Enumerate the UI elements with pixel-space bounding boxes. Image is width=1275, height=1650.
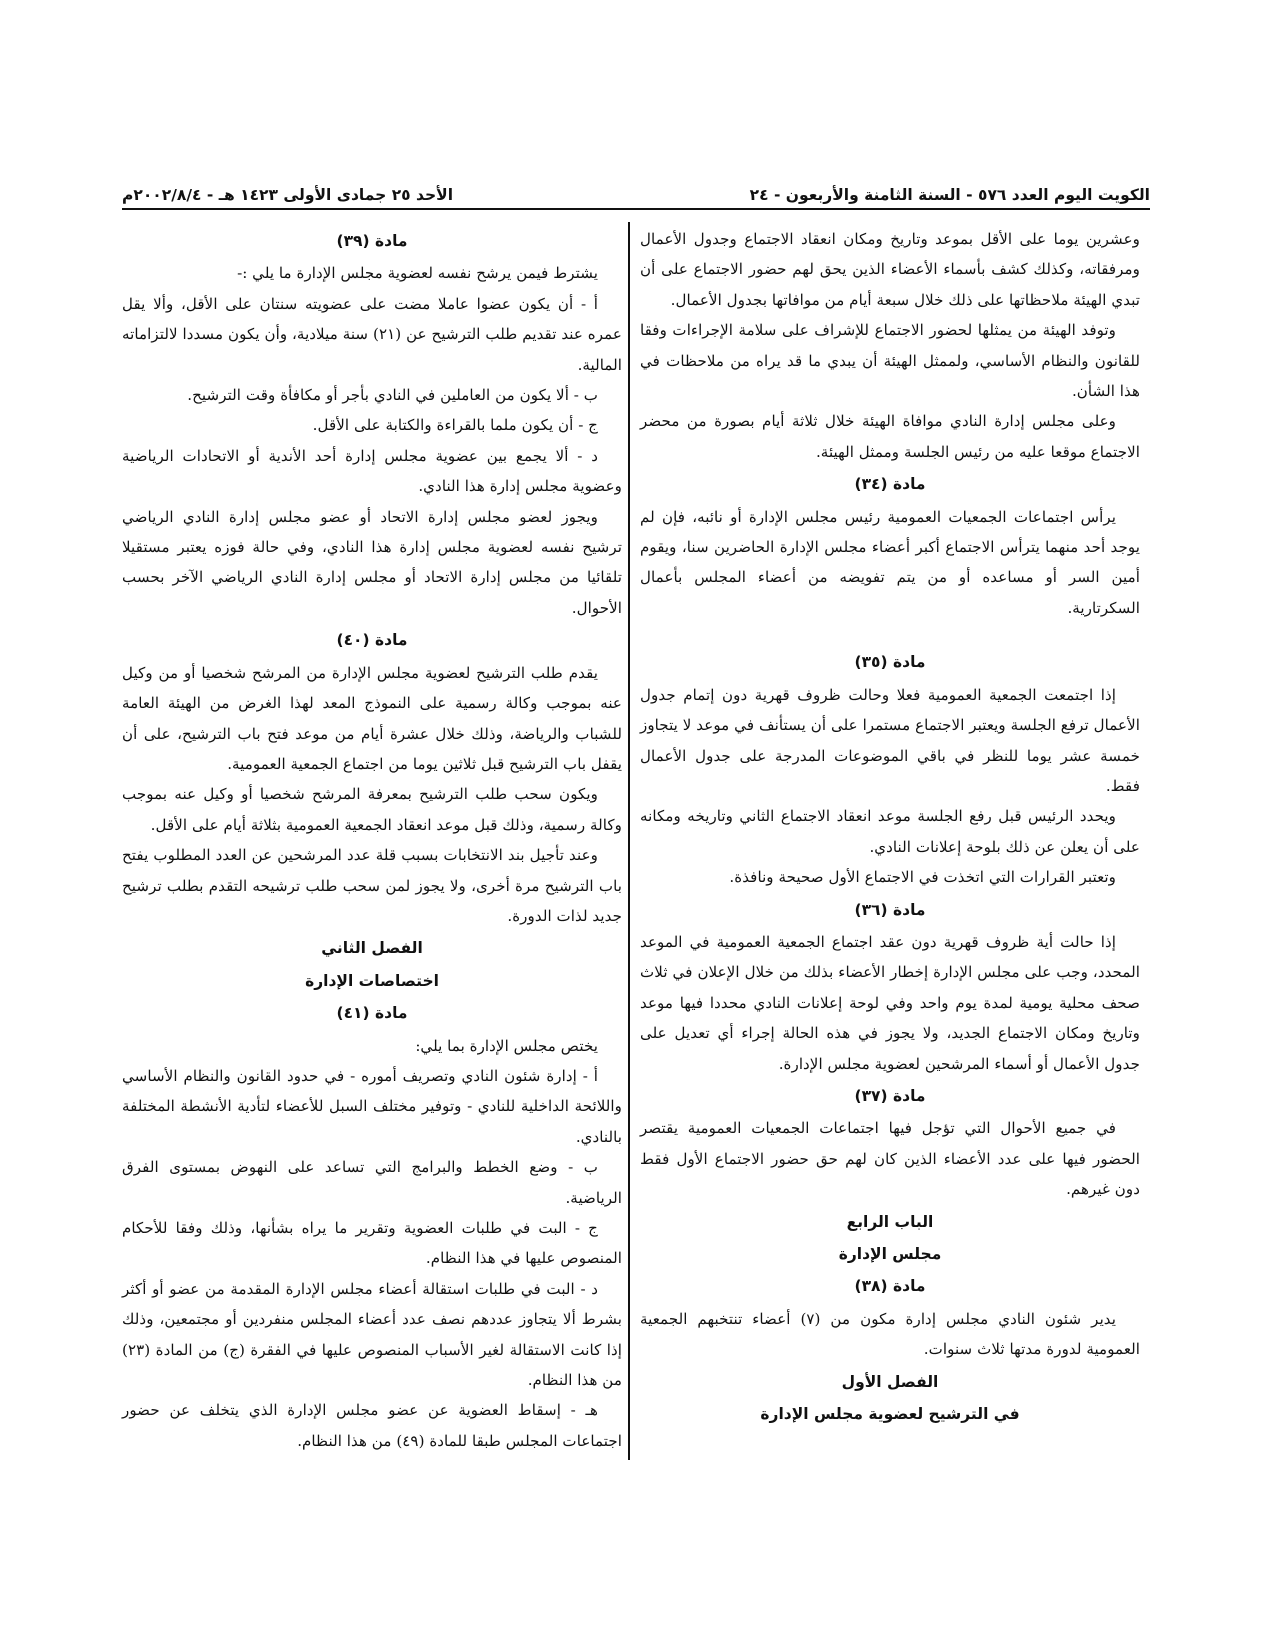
- paragraph: يرأس اجتماعات الجمعيات العمومية رئيس مجلس الإدارة أو نائبه، فإن لم يوجد أحد منهما يترأس الاجتماع أكبر أعضاء مجلس الإدارة الحاضرين سنا، ويقوم أمين السر أو مساعده أو من يتم تفويضه من أعضاء المجلس بأعمال السكرتارية.: [640, 507, 1140, 617]
- paragraph: يشترط فيمن يرشح نفسه لعضوية مجلس الإدارة ما يلي :-: [237, 264, 598, 283]
- section-title: اختصاصات الإدارة: [305, 971, 439, 990]
- article-heading-34: مادة (٣٤): [854, 475, 926, 494]
- page-header: [122, 176, 1150, 210]
- list-item: د - ألا يجمع بين عضوية مجلس إدارة أحد الأندية أو الاتحادات الرياضية وعضوية مجلس إدارة هذا النادي.: [122, 446, 622, 496]
- chapter-title: مجلس الإدارة: [838, 1245, 942, 1263]
- list-item: ج - البت في طلبات العضوية وتقرير ما يراه بشأنها، وذلك وفقا للأحكام المنصوص عليها في هذا النظام.: [122, 1219, 622, 1268]
- article-heading-41: مادة (٤١): [336, 1004, 408, 1023]
- paragraph: إذا حالت أية ظروف قهرية دون عقد اجتماع الجمعية العمومية في الموعد المحدد، وجب على مجلس الإدارة إخطار الأعضاء بذلك من خلال الإعلان في ثلاث صحف محلية يومية لمدة يوم واحد وفي لوحة إعلانات النادي محددا فيها موعد وتاريخ ومكان الاجتماع الجديد، ولا يجوز في هذه الحالة إجراء أي تعديل على جدول الأعمال أو أسماء المرشحين لعضوية مجلس الإدارة.: [640, 932, 1140, 1073]
- article-heading-36: مادة (٣٦): [854, 900, 926, 919]
- paragraph: وعشرين يوما على الأقل بموعد وتاريخ ومكان انعقاد الاجتماع وجدول الأعمال ومرفقاته، وكذلك كشف بأسماء الأعضاء الذين يحق لهم حضور الاجتماع على أن تبدي الهيئة ملاحظاتها على ذلك خلال سبعة أيام من موافاتها بجدول الأعمال.: [640, 230, 1140, 309]
- paragraph: وتوفد الهيئة من يمثلها لحضور الاجتماع للإشراف على سلامة الإجراءات وفقا للقانون والنظام الأساسي، ولممثل الهيئة أن يبدي ما قد يراه من ملاحظات في هذا الشأن.: [640, 321, 1140, 401]
- section-heading: الفصل الثاني: [321, 939, 423, 958]
- paragraph: إذا اجتمعت الجمعية العمومية فعلا وحالت ظروف قهرية دون إتمام جدول الأعمال ترفع الجلسة ويعتبر الاجتماع مستمرا على أن يستأنف في موعد لا يتجاوز خمسة عشر يوما للنظر في باقي الموضوعات المدرجة على جدول الأعمال فقط.: [640, 685, 1140, 795]
- list-item: هـ - إسقاط العضوية عن عضو مجلس الإدارة الذي يتخلف عن حضور اجتماعات المجلس طبقا للمادة (٤٩) من هذا النظام.: [122, 1401, 622, 1450]
- paragraph: ويحدد الرئيس قبل رفع الجلسة موعد انعقاد الاجتماع الثاني وتاريخه ومكانه على أن يعلن عن ذلك بلوحة إعلانات النادي.: [640, 807, 1140, 856]
- article-heading-35: مادة (٣٥): [854, 653, 926, 672]
- paragraph: ويجوز لعضو مجلس إدارة الاتحاد أو عضو مجلس إدارة النادي الرياضي ترشيح نفسه لعضوية مجلس إدارة هذا النادي، وفي حالة فوزه يعتبر مستقيلا تلقائيا من مجلس إدارة الاتحاد أو مجلس إدارة النادي الرياضي الآخر بحسب الأحوال.: [122, 507, 622, 617]
- list-item: ج - أن يكون ملما بالقراءة والكتابة على الأقل.: [312, 416, 598, 435]
- left-column: [122, 224, 622, 1456]
- right-column: [640, 224, 1140, 1431]
- paragraph: وعند تأجيل بند الانتخابات بسبب قلة عدد المرشحين عن العدد المطلوب يفتح باب الترشيح مرة أخرى، ولا يجوز لمن سحب طلب ترشيحه التقدم بطلب ترشيح جديد لذات الدورة.: [122, 846, 622, 925]
- paragraph: وتعتبر القرارات التي اتخذت في الاجتماع الأول صحيحة ونافذة.: [729, 868, 1116, 887]
- list-item: ب - وضع الخطط والبرامج التي تساعد على النهوض بمستوى الفرق الرياضية.: [122, 1158, 622, 1207]
- spacer: [640, 623, 1140, 645]
- list-item: د - البت في طلبات استقالة أعضاء مجلس الإدارة المقدمة من عضو أو أكثر بشرط ألا يتجاوز عددهم نصف عدد أعضاء المجلس منفردين أو مجتمعين، وذلك إذا كانت الاستقالة لغير الأسباب المنصوص عليها في الفقرة (ج) من المادة (٢٣) من هذا النظام.: [122, 1279, 622, 1390]
- section-title: في الترشيح لعضوية مجلس الإدارة: [760, 1405, 1020, 1424]
- paragraph: ويكون سحب طلب الترشيح بمعرفة المرشح شخصيا أو وكيل عنه بموجب وكالة رسمية، وذلك قبل موعد انعقاد الجمعية العمومية بثلاثة أيام على الأقل.: [122, 785, 622, 834]
- header-issue: الكويت اليوم العدد ٥٧٦ - السنة الثامنة والأربعون - ٢٤: [749, 186, 1150, 204]
- list-item: أ - أن يكون عضوا عاملا مضت على عضويته سنتان على الأقل، وألا يقل عمره عند تقديم طلب الترشيح عن (٢١) سنة ميلادية، وأن يكون مسددا لالتزاماته المالية.: [122, 294, 622, 374]
- paragraph: يدير شئون النادي مجلس إدارة مكون من (٧) أعضاء تنتخبهم الجمعية العمومية لدورة مدتها ثلاث سنوات.: [640, 1309, 1140, 1359]
- paragraph: يختص مجلس الإدارة بما يلي:: [415, 1036, 598, 1055]
- header-date: الأحد ٢٥ جمادى الأولى ١٤٢٣ هـ - ٢٠٠٢/٨/٤م: [122, 186, 454, 204]
- paragraph: في جميع الأحوال التي تؤجل فيها اجتماعات الجمعيات العمومية يقتصر الحضور فيها على عدد الأعضاء الذين كان لهم حق حضور الاجتماع الأول فقط دون غيرهم.: [640, 1119, 1140, 1199]
- paragraph: وعلى مجلس إدارة النادي موافاة الهيئة خلال ثلاثة أيام بصورة من محضر الاجتماع موقعا عليه من رئيس الجلسة وممثل الهيئة.: [640, 412, 1140, 461]
- article-heading-38: مادة (٣٨): [854, 1277, 926, 1296]
- list-item: أ - إدارة شئون النادي وتصريف أموره - في حدود القانون والنظام الأساسي واللائحة الداخلية للنادي - وتوفير مختلف السبل للأعضاء لتأدية الأنشطة المختلفة بالنادي.: [122, 1066, 622, 1146]
- section-heading: الفصل الأول: [841, 1372, 939, 1391]
- list-item: ب - ألا يكون من العاملين في النادي بأجر أو مكافأة وقت الترشيح.: [187, 386, 598, 405]
- paragraph: يقدم طلب الترشيح لعضوية مجلس الإدارة من المرشح شخصيا أو من وكيل عنه بموجب وكالة رسمية على النموذج المعد لهذا الغرض من الهيئة العامة للشباب والرياضة، وذلك خلال عشرة أيام من موعد فتح باب الترشيح، على أن يقفل باب الترشيح قبل ثلاثين يوما من اجتماع الجمعية العمومية.: [122, 663, 622, 773]
- column-divider: [628, 222, 630, 1460]
- article-heading-37: مادة (٣٧): [854, 1086, 926, 1105]
- article-heading-40: مادة (٤٠): [336, 631, 408, 650]
- article-heading-39: مادة (٣٩): [336, 232, 408, 250]
- chapter-heading: الباب الرابع: [846, 1212, 934, 1231]
